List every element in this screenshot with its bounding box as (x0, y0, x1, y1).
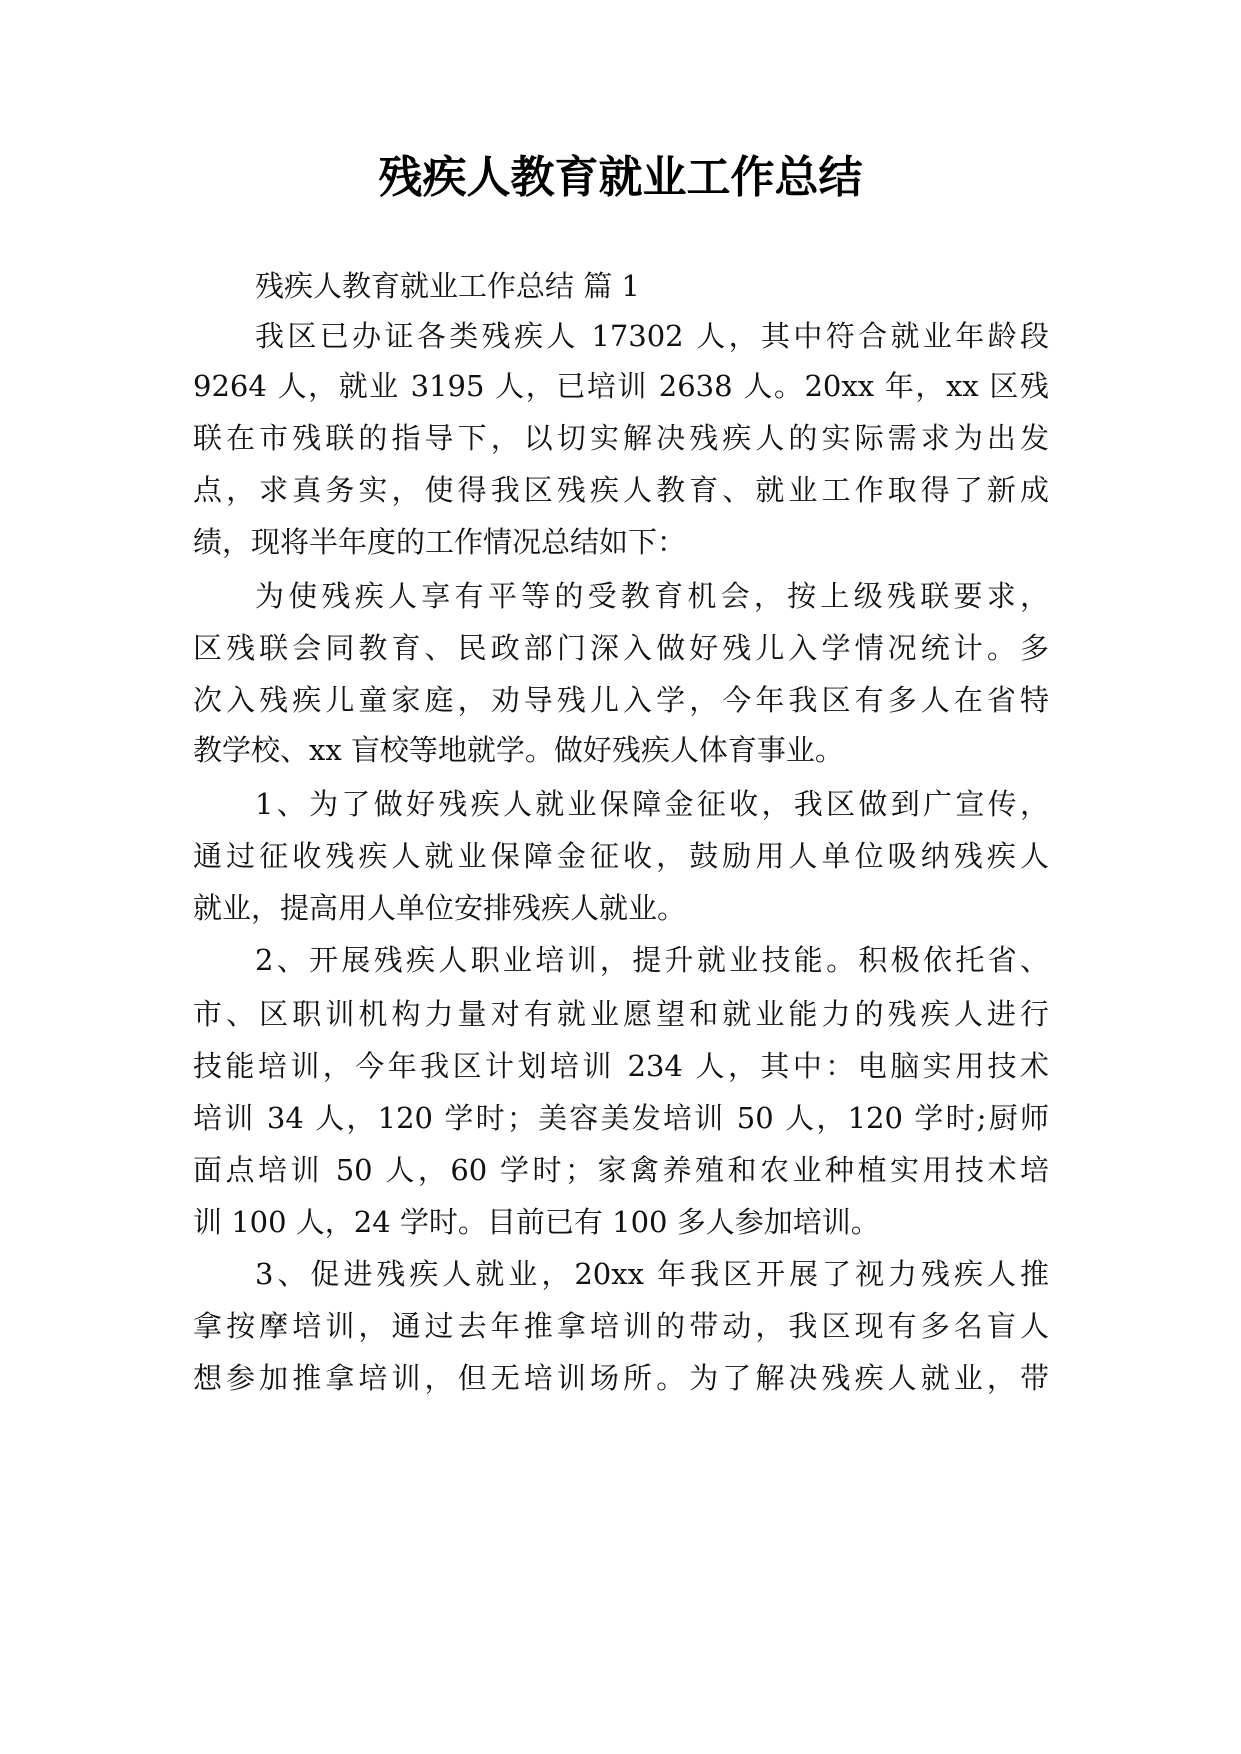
text-line: 区残联会同教育、民政部门深入做好残儿入学情况统计。多 (193, 631, 1049, 665)
text-line: 技能培训，今年我区计划培训 234 人，其中：电脑实用技术 (193, 1049, 1049, 1083)
text-line: 培训 34 人，120 学时；美容美发培训 50 人，120 学时;厨师 (193, 1101, 1049, 1135)
text-line: 教学校、xx 盲校等地就学。做好残疾人体育事业。 (193, 733, 844, 767)
text-line: 绩，现将半年度的工作情况总结如下： (193, 525, 687, 559)
section-heading: 残疾人教育就业工作总结 篇 1 (255, 269, 640, 303)
text-line: 2、开展残疾人职业培训，提升就业技能。积极依托省、 (255, 943, 1049, 977)
text-line: 面点培训 50 人，60 学时；家禽养殖和农业种植实用技术培 (193, 1153, 1049, 1187)
text-line: 就业，提高用人单位安排残疾人就业。 (193, 891, 687, 925)
text-line: 3、促进残疾人就业，20xx 年我区开展了视力残疾人推 (255, 1257, 1049, 1291)
text-line: 想参加推拿培训，但无培训场所。为了解决残疾人就业，带 (193, 1361, 1049, 1395)
text-line: 拿按摩培训，通过去年推拿培训的带动，我区现有多名盲人 (193, 1309, 1049, 1343)
text-line: 次入残疾儿童家庭，劝导残儿入学，今年我区有多人在省特 (193, 683, 1049, 717)
text-line: 通过征收残疾人就业保障金征收，鼓励用人单位吸纳残疾人 (193, 839, 1049, 873)
text-line: 联在市残联的指导下，以切实解决残疾人的实际需求为出发 (193, 421, 1049, 455)
text-line: 1、为了做好残疾人就业保障金征收，我区做到广宣传， (255, 787, 1049, 821)
text-line: 市、区职训机构力量对有就业愿望和就业能力的残疾人进行 (193, 997, 1049, 1031)
document-title: 残疾人教育就业工作总结 (378, 152, 863, 203)
text-line: 9264 人，就业 3195 人，已培训 2638 人。20xx 年，xx 区残 (193, 369, 1049, 403)
text-line: 点，求真务实，使得我区残疾人教育、就业工作取得了新成 (193, 473, 1049, 507)
text-line: 训 100 人，24 学时。目前已有 100 多人参加培训。 (193, 1205, 880, 1239)
text-line: 为使残疾人享有平等的受教育机会，按上级残联要求， (255, 579, 1049, 613)
text-line: 我区已办证各类残疾人 17302 人，其中符合就业年龄段 (255, 319, 1049, 353)
